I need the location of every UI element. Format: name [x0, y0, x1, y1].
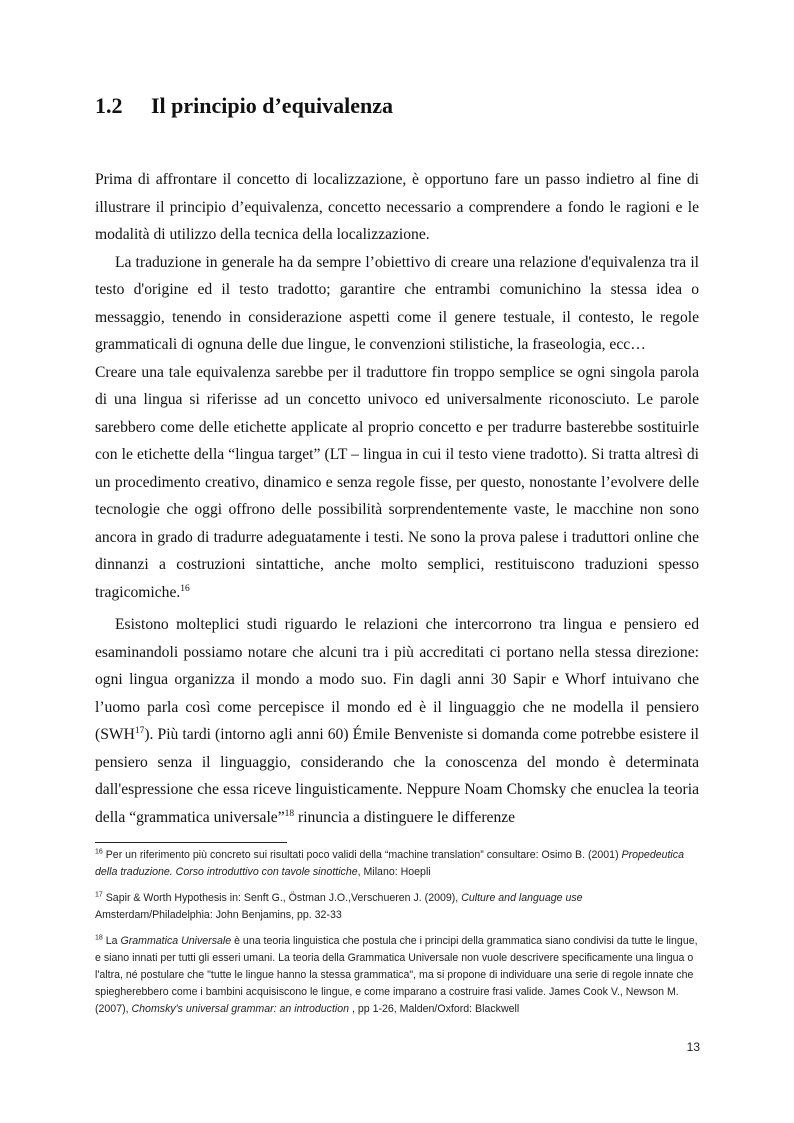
section-title: Il principio d’equivalenza	[151, 93, 394, 118]
footnote-16-text-b: , Milano: Hoepli	[357, 866, 431, 878]
footnote-16	[95, 847, 699, 881]
footnote-18-text-a: La	[102, 935, 121, 947]
section-number: 1.2	[95, 93, 123, 118]
footnote-16-text-a: Per un riferimento più concreto sui risultati poco validi della “machine translation” consultare: Osimo B. (2001)	[102, 849, 622, 861]
footnote-ref-16[interactable]: 16	[180, 583, 190, 594]
page-number: 13	[686, 1040, 700, 1054]
paragraph-3-text: Creare una tale equivalenza sarebbe per il traduttore fin troppo semplice se ogni singola parola di una lingua si riferisse ad un concetto univoco ed universalmente riconosciuto. Le parole sarebbero come delle etichette applicate al proprio concetto e per tradurre basterebbe sostituirle con le etichette della “lingua target” (LT – lingua in cui il testo viene tradotto). Si tratta altresì di un procedimento creativo, dinamico e senza regole fisse, per questo, nonostante l’evolvere delle tecnologie che oggi offrono delle possibilità sorprendentemente vaste, le macchine non sono ancora in grado di tradurre adeguatamente i testi. Ne sono la prova palese i traduttori online che dinnanzi a costruzioni sintattiche, anche molto semplici, restituiscono traduzioni spesso tragicomiche.	[95, 363, 699, 601]
footnote-17-text-a: Sapir & Worth Hypothesis in: Senft G., Östman J.O.,Verschueren J. (2009),	[102, 892, 462, 904]
body-text	[95, 166, 699, 831]
footnote-18-number: 18	[95, 934, 103, 942]
footnote-17-title: Culture and language use	[461, 892, 583, 904]
footnotes	[95, 847, 699, 1027]
paragraph-4-text-c: rinuncia a distinguere le differenze	[294, 808, 516, 826]
footnote-ref-18[interactable]: 18	[284, 808, 295, 819]
footnote-ref-17[interactable]: 17	[134, 725, 145, 736]
paragraph-2: La traduzione in generale ha da sempre l’obiettivo di creare una relazione d'equivalenza tra il testo d'origine ed il testo tradotto; garantire che entrambi comunichino la stessa idea o messaggio, tenendo in considerazione aspetti come il genere testuale, il contesto, le regole grammaticali di ognuna delle due lingue, le convenzioni stilistiche, la fraseologia, ecc…	[95, 253, 699, 353]
footnote-18-text-b: è una teoria linguistica che postula che i principi della grammatica siano condivisi da tutte le lingue, e siano innati per tutti gli esseri umani. La teoria della Grammatica Universale non vuole descrivere specificamente una lingua o l'altra, né postulare che "tutte le lingue hanno la stessa grammatica", ma si propone di individuare una serie di regole innate che spiegherebbero come i bambini acquisiscono le lingue, e come imparano a costruire frasi valide. James Cook V., Newson M. (2007),	[95, 935, 698, 1015]
section-heading	[95, 93, 393, 119]
paragraph-1: Prima di affrontare il concetto di localizzazione, è opportuno fare un passo indietro al fine di illustrare il principio d’equivalenza, concetto necessario a comprendere a fondo le ragioni e le modalità di utilizzo della tecnica della localizzazione.	[95, 171, 699, 243]
paragraph-3	[95, 359, 699, 607]
footnote-18	[95, 933, 699, 1018]
paragraph-4	[95, 611, 699, 831]
paragraph-4-text-b: ). Più tardi (intorno agli anni 60) Émile Benveniste si domanda come potrebbe esistere il pensiero senza il linguaggio, considerando che la conoscenza del mondo è determinata dall'espressione che essa riceve linguisticamente. Neppure Noam Chomsky che enuclea la teoria della “grammatica universale”	[95, 726, 699, 826]
footnote-17-number: 17	[95, 891, 103, 899]
footnote-18-text-c: , pp 1-26, Malden/Oxford: Blackwell	[349, 1003, 520, 1015]
footnote-17-text-b: Amsterdam/Philadelphia: John Benjamins, pp. 32-33	[95, 909, 342, 921]
footnote-18-term: Grammatica Universale	[120, 935, 232, 947]
footnote-18-title: Chomsky's universal grammar: an introduction	[131, 1003, 350, 1015]
footnote-16-number: 16	[95, 848, 103, 856]
paragraph-4-text-a: Esistono molteplici studi riguardo le relazioni che intercorrono tra lingua e pensiero ed esaminandoli possiamo notare che alcuni tra i più accreditati ci portano nella stessa direzione: ogni lingua organizza il mondo a modo suo. Fin dagli anni 30 Sapir e Whorf intuivano che l’uomo parla così come percepisce il mondo ed è il linguaggio che ne modella il pensiero (SWH	[95, 616, 699, 743]
footnote-17	[95, 890, 699, 924]
footnote-separator	[95, 842, 287, 843]
footnote-16-title: Propedeutica della traduzione. Corso introduttivo con tavole sinottiche	[95, 849, 684, 878]
